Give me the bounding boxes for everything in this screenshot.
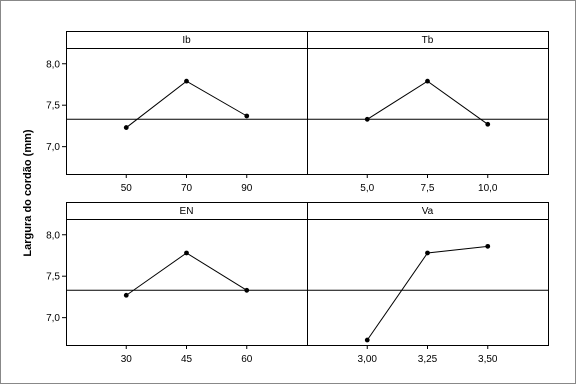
x-tick-label-va-1: 3,00 [357, 354, 377, 365]
data-point-tb-2 [425, 79, 430, 84]
data-point-en-1 [124, 293, 129, 298]
data-point-tb-3 [485, 122, 490, 127]
y-tick-label-row1-3: 8,0 [46, 59, 60, 71]
data-point-ib-2 [184, 79, 189, 84]
panel-title-va: Va [421, 206, 434, 217]
x-tick-label-va-2: 3,25 [417, 354, 438, 365]
data-point-en-3 [244, 288, 249, 293]
panel-title-en: EN [179, 206, 194, 217]
x-tick-label-en-1: 30 [120, 354, 132, 365]
data-point-tb-1 [365, 117, 370, 122]
y-tick-label-row2-3: 8,0 [46, 230, 60, 242]
x-tick-label-en-2: 45 [180, 354, 193, 365]
data-point-ib-3 [244, 114, 249, 119]
x-tick-label-tb-1: 5,0 [360, 183, 375, 194]
y-tick-label-row1-2: 7,5 [46, 100, 60, 112]
x-tick-label-en-3: 60 [241, 354, 253, 365]
y-tick-label-row2-2: 7,5 [46, 271, 60, 283]
panel-title-ib: Ib [182, 35, 191, 46]
x-tick-label-tb-2: 7,5 [420, 183, 435, 194]
data-point-va-3 [485, 244, 490, 249]
x-tick-label-ib-1: 50 [120, 183, 132, 194]
x-tick-label-ib-2: 70 [180, 183, 193, 194]
data-point-ib-1 [124, 125, 129, 130]
data-point-va-1 [365, 338, 370, 343]
data-point-va-2 [425, 251, 430, 256]
panel-title-tb: Tb [421, 35, 434, 46]
y-tick-label-row2-1: 7,0 [46, 313, 60, 325]
x-tick-label-tb-3: 10,0 [478, 183, 498, 194]
x-tick-label-ib-3: 90 [241, 183, 253, 194]
x-tick-label-va-3: 3,50 [478, 354, 498, 365]
data-point-en-2 [184, 251, 189, 256]
y-tick-label-row1-1: 7,0 [46, 142, 60, 154]
y-axis-label: Largura do cordão (mm) [22, 129, 34, 257]
